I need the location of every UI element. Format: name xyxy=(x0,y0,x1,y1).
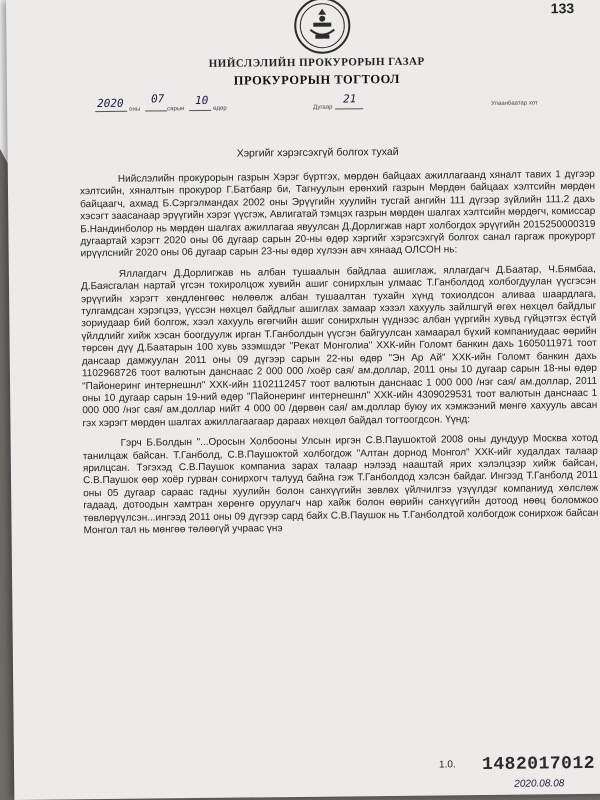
paragraph-3: Гэрч Б.Болдын "...Оросын Холбооны Улсын иргэн С.В.Паушоктой 2008 оны дундуур Москва хотод танилцаж байсан. Т.Ганболд, С.В.Паушоктой холбогдож "Алтан дорнод Монгол" ХХК-ийг худалдах талаар ярилцсан. Тэгэхэд С.В.Паушок компаниа зарах талаар нэлээд нааштай ярих хэлэлцээр хийж байсан, С.В.Паушок өөр хоёр гурван сонирхогч талууд байна гэж Т.Ганболдод хэлсэн байдаг. Ингээд Т.Ганболд 2011 оны 05 дугаар сараас гадны хуулийн болон санхүүгийн зөвлөх үйлчилгээ үзүүлдэг компаниуд хөлслөж гадаад, дотоодын хамтран хөрөнгө оруулагч нар хайж болон өөрийн санхүүгийн дотоод нөөц боломжоо төвлөрүүлсэн...ингээд 2011 оны 09 дүгээр сард байх С.В.Паушок нь Т.Ганболдтой холбогдож сонирхож байсан Монгол тал нь мөнгөө төлөөгүй учраас үнэ xyxy=(82,432,599,537)
paragraph-2: Яллагдагч Д.Дорлигжав нь албан тушаалын байдлаа ашиглаж, яллагдагч Д.Баатар, Ч.Бямбаа, Д.Баясгалан нартай үгсэн тохиролцож хувийн ашиг сонирхлын улмаас Т.Ганболдод холбогдуулан үүсгэсэн эрүүгийн хэрэгт хөндлөнгөөс нөлөөлж албан тушаалтан тухайн хүнд тохиолдсон аливаа шаардлага, тулгамдсан хэрэгцээ, үүссэн нөхцөл байдлыг ашиглах замаар хэзэл хахууль зайлшгүй өгөх нөхцөл байдлыг зориудаар бий болгож, хээл хахууль өгөгчийн ашиг сонирхлын үүднээс албан үүргийн хувьд гүйцэтгэх ёстүй үйлдлийг хийж хэсан боогдуулж ирган Т.Ганболдын үүсгэн байгуулсан хамаарал бүхий компаниудаас өөрийн төрсөн дүү Д.Баатарын 100 хувь эзэмшдэг "Рекат Монголиа" ХХК-ийн Голомт банкин дахь 1605011971 тоот дансаар дамжуулан 2011 оны 09 дүгээр сарын 22-ны өдөр "Эн Ар Ай" ХХК-ийн Голомт банкин дахь 1102968726 тоот валютын данснаас 2 000 000 /хоёр сая/ ам.доллар, 2011 оны 10 дугаар сарын 18-ны өдөр "Пайонеринг интернешнл" ХХК-ийн 1102112457 тоот валютын данснаас 1 000 000 /нэг сая/ ам.доллар, 2011 оны 10 дугаар сарын 19-ний өдөр "Пайонеринг интернешнл" ХХК-ийн 4309029531 тоот валютын данснаас 1 000 000 /нэг сая/ ам.доллар нийт 4 000 00 /дөрвөн сая/ ам.доллар буюу их хэмжээний мөнгө хахууль авсан гэх хэрэгт мөрдөн шалгах ажиллагаагаар дараах нөхцөл байдал тогтоогдсон. Үүнд: xyxy=(80,263,598,429)
document-body xyxy=(80,169,599,538)
handwritten-note: 1.0. xyxy=(438,759,456,771)
document-page xyxy=(6,0,600,800)
date-year: 2020 xyxy=(97,96,124,111)
date-month: 07 xyxy=(150,92,165,106)
city: Улаанбаатар хот xyxy=(491,100,538,107)
organization-name: НИЙСЛЭЛИЙН ПРОКУРОРЫН ГАЗАР xyxy=(208,55,425,70)
number-label: Дугаар xyxy=(313,104,333,111)
date-day: 10 xyxy=(194,93,209,108)
page-number: 133 xyxy=(550,0,575,17)
month-suffix: сарын xyxy=(167,106,185,113)
document-type: ПРОКУРОРЫН ТОГТООЛ xyxy=(233,71,401,88)
meta-row xyxy=(95,94,600,119)
stamp-date: 2020.08.08 xyxy=(514,778,565,790)
stamp-number: 1482017012 xyxy=(481,753,596,776)
day-suffix: өдөр xyxy=(213,105,227,112)
paragraph-1: Нийслэлийн прокурорын газрын Хэрэг бүртгэх, мөрдөн байцаах ажиллагаанд хяналт тавих 1 дүгээр хэлтсийн, хяналтын прокурор Г.Батбаяр би, Тагнуулын ерөнхий газрын Мөрдөн байцаах хэлтсийн мөрдөн байцаагч, ахмад Б.Сэргэлмандах 2002 оны Эрүүгийн хуулийн тусгай ангийн 111 дүгээр зүйлийн 111.2 дахь хэсэгт заасанаар эрүүгийн хэрэг үүсгэж, Авлигатай тэмцэх газрын мөрдөн шалгах хэлтсийн мөрдөгч, комиссар Б.Нандинболор нь мөрдөн шалгах ажиллагаа явуулсан Д.Дорлигжав нарт холбогдох эрүүгийн 2015250000319 дугаартай хэрэгт 2020 оны 06 дугаар сарын 20-ны өдөр хэргийг хэрэгсэхгүй болгох санал гаргаж прокурорт ирүүлснийг 2020 оны 06 дугаар сарын 23-ны өдөр хүлээн авч хянаад ОЛСОН нь: xyxy=(79,168,596,260)
document-subject: Хэргийг хэрэгсэхгүй болгох тухай xyxy=(236,145,399,160)
year-suffix: оны xyxy=(129,106,141,113)
state-emblem-icon xyxy=(291,0,354,55)
document-number: 21 xyxy=(342,92,357,106)
